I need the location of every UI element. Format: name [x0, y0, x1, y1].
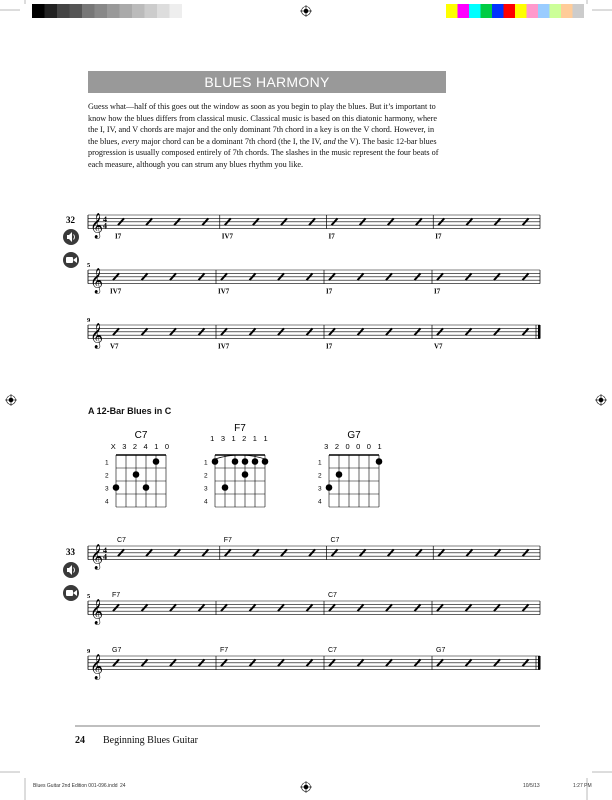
- chord-symbol: G7: [112, 647, 122, 654]
- chord-symbol: C7: [328, 592, 337, 599]
- roman-chord: IV7: [218, 342, 230, 351]
- chord-symbol: F7: [220, 647, 229, 654]
- time-signature-bottom: 4: [103, 552, 107, 562]
- chord-symbol: C7: [330, 537, 340, 544]
- finger-dot: [252, 458, 259, 465]
- fret-number: 3: [204, 485, 208, 493]
- camera-icon[interactable]: [63, 252, 79, 268]
- chord-diagram-name: C7: [134, 430, 148, 441]
- running-footer: Beginning Blues Guitar: [103, 735, 198, 746]
- music-system: [87, 317, 541, 351]
- treble-clef-icon: 𝄞: [90, 543, 104, 569]
- roman-chord: I7: [328, 232, 335, 241]
- treble-clef-icon: 𝄞: [90, 653, 104, 679]
- finger-dot: [232, 458, 239, 465]
- chord-fingering: 3 2 0 0 0 1: [324, 442, 384, 451]
- track-number: 32: [66, 215, 75, 225]
- treble-clef-icon: 𝄞: [90, 598, 104, 624]
- time-signature-top: 4: [103, 545, 107, 555]
- finger-dot: [326, 484, 333, 491]
- measure-number: 9: [87, 317, 91, 324]
- roman-chord: I7: [435, 232, 442, 241]
- music-system: [88, 537, 540, 570]
- final-bar: [538, 656, 541, 670]
- fret-number: 4: [105, 498, 109, 506]
- finger-dot: [143, 484, 150, 491]
- chord-fingering: X 3 2 4 1 0: [110, 442, 172, 451]
- roman-chord: V7: [434, 342, 443, 351]
- finger-dot: [113, 484, 120, 491]
- music-system: [87, 647, 541, 680]
- chord-symbol: F7: [223, 537, 232, 544]
- treble-clef-icon: 𝄞: [90, 212, 104, 238]
- time-signature-bottom: 4: [103, 221, 107, 231]
- fret-number: 3: [318, 485, 322, 493]
- finger-dot: [242, 471, 249, 478]
- music-system: [87, 262, 540, 296]
- finger-dot: [262, 458, 269, 465]
- camera-icon[interactable]: [63, 585, 79, 601]
- chord-symbol: F7: [112, 592, 121, 599]
- measure-number: 5: [87, 262, 91, 269]
- section-title-bar: BLUES HARMONY: [88, 71, 446, 93]
- treble-clef-icon: 𝄞: [90, 267, 104, 293]
- chord-symbol: G7: [436, 647, 446, 654]
- finger-dot: [212, 458, 219, 465]
- roman-chord: V7: [110, 342, 119, 351]
- measure-number: 5: [87, 593, 91, 600]
- roman-chord: IV7: [218, 287, 230, 296]
- chord-fingering: 1 3 1 2 1 1: [210, 434, 270, 443]
- chord-diagram: [318, 430, 384, 507]
- chord-diagram: [105, 430, 171, 507]
- fret-number: 1: [105, 459, 109, 467]
- fret-number: 1: [204, 459, 208, 467]
- music-system: [88, 213, 540, 241]
- intro-paragraph: Guess what—half of this goes out the window as soon as you begin to play the blues. But it’s important to know how the blues differs from classical music. Classical music is based on this diatonic harmony, where the I, IV, and V chords are major and the only dominant 7th chord in a key is on the V chord. However, in the blues, every major chord can be a dominant 7th chord (the I, the IV, and the V). The basic 12-bar blues progression is usually composed entirely of 7th chords. The slashes in the music represent the four beats of each measure, although you can strum any blues rhythm you like.: [88, 102, 439, 169]
- fret-number: 4: [204, 498, 208, 506]
- fret-number: 1: [318, 459, 322, 467]
- roman-chord: IV7: [221, 232, 234, 241]
- finger-dot: [376, 458, 383, 465]
- slug-time: 1:27 PM: [573, 783, 592, 789]
- speaker-icon[interactable]: [63, 562, 79, 578]
- music-system: [87, 592, 540, 625]
- page-number: 24: [75, 735, 85, 746]
- chord-diagram: [204, 423, 270, 507]
- roman-chord: IV7: [110, 287, 122, 296]
- fret-number: 2: [105, 472, 109, 480]
- slug-page: 24: [120, 783, 126, 789]
- measure-number: 9: [87, 648, 91, 655]
- roman-chord: I7: [115, 232, 122, 241]
- finger-dot: [336, 471, 343, 478]
- roman-chord: I7: [326, 342, 333, 351]
- roman-chord: I7: [326, 287, 333, 296]
- finger-dot: [153, 458, 160, 465]
- fret-number: 2: [204, 472, 208, 480]
- finger-dot: [242, 458, 249, 465]
- finger-dot: [133, 471, 140, 478]
- roman-chord: I7: [434, 287, 441, 296]
- section-heading: A 12-Bar Blues in C: [88, 406, 172, 416]
- fret-number: 4: [318, 498, 322, 506]
- fret-number: 2: [318, 472, 322, 480]
- chord-symbol: C7: [328, 647, 337, 654]
- chord-diagram-name: G7: [347, 430, 361, 441]
- track-number: 33: [66, 547, 75, 557]
- treble-clef-icon: 𝄞: [90, 322, 104, 348]
- fret-number: 3: [105, 485, 109, 493]
- final-bar: [538, 325, 541, 339]
- speaker-icon[interactable]: [63, 229, 79, 245]
- slug-file: Blues Guitar 2nd Edition 001-096.indd: [33, 783, 118, 789]
- slug-date: 10/5/13: [523, 783, 540, 789]
- time-signature-top: 4: [103, 214, 107, 224]
- finger-dot: [222, 484, 229, 491]
- chord-symbol: C7: [117, 537, 126, 544]
- chord-diagram-name: F7: [234, 423, 246, 434]
